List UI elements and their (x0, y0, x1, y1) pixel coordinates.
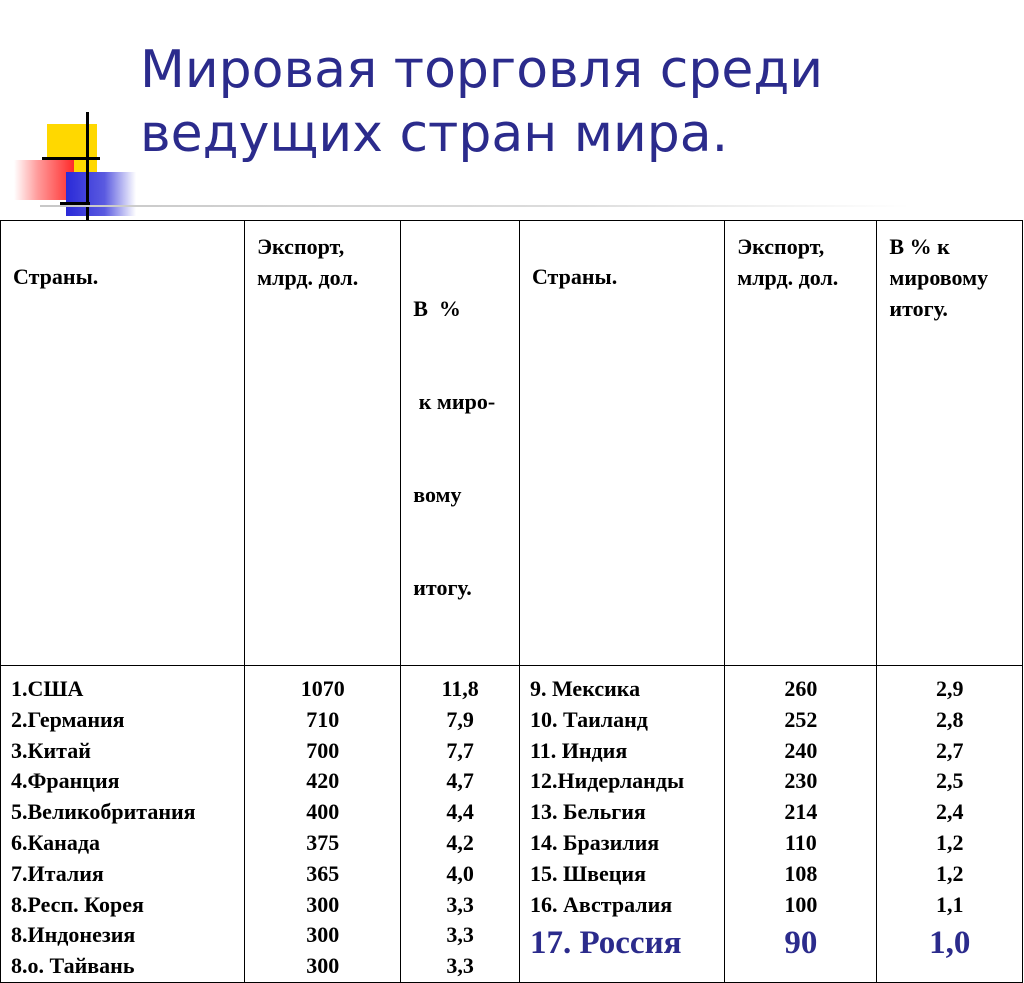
list-item-percent: 4,7 (446, 768, 474, 794)
list-item-percent: 4,4 (446, 799, 474, 825)
list-item-export: 252 (784, 706, 818, 732)
list-item-percent: 3,3 (446, 891, 474, 917)
list-item-export: 300 (306, 891, 340, 917)
list-item-export: 300 (306, 953, 340, 979)
list-item-export: 214 (784, 799, 818, 825)
list-item-export: 260 (784, 676, 818, 701)
header-export-left (245, 221, 401, 666)
header-export-right-line2: млрд. дол. (737, 265, 839, 290)
column-export-right (725, 666, 877, 983)
header-export-right-line1: Экспорт, (737, 234, 825, 259)
header-percent-right (877, 221, 1023, 666)
list-item-percent: 2,8 (935, 706, 964, 732)
list-item-country: 6.Канада (11, 829, 100, 855)
list-item-country: 1.США (11, 676, 84, 701)
list-item-export: 108 (784, 860, 818, 886)
list-item-export: 700 (306, 737, 340, 763)
decor-red-square (14, 160, 74, 200)
list-item-export: 420 (306, 768, 340, 794)
header-percent-right-line1: В % к (889, 234, 950, 259)
column-countries-left (1, 666, 245, 983)
list-item-percent: 11,8 (441, 676, 479, 701)
header-percent-right-line3: итогу. (889, 296, 948, 321)
list-item-country: 2.Германия (11, 706, 125, 732)
table-body-row (1, 666, 1023, 983)
decor-horizontal-line (42, 157, 100, 160)
list-item-country: 15. Швеция (529, 860, 647, 886)
list-item-export: 100 (784, 891, 818, 917)
list-item-percent: 7,7 (446, 737, 474, 763)
list-item-export: 710 (306, 706, 340, 732)
list-item-country: 9. Мексика (529, 676, 641, 701)
list-item-country: 8.о. Тайвань (11, 953, 135, 979)
list-item-country: 13. Бельгия (529, 799, 646, 825)
column-percent-left (401, 666, 520, 983)
list-item-country: 3.Китай (11, 737, 91, 763)
list-item-country: 4.Франция (11, 768, 120, 794)
header-countries-left: Страны. (1, 221, 245, 666)
decor-blue-square (66, 172, 136, 216)
table-header-row (1, 221, 1023, 666)
list-item-percent: 1,2 (935, 860, 964, 886)
list-item-country: 8.Индонезия (11, 922, 136, 948)
header-percent-left-line1: В % (413, 296, 461, 321)
list-item-country-russia: 17. Россия (529, 925, 682, 962)
list-item-country: 10. Таиланд (529, 706, 648, 732)
list-item-percent: 4,2 (446, 829, 474, 855)
header-export-right (725, 221, 877, 666)
list-item-percent: 7,9 (446, 706, 474, 732)
list-item-percent-russia: 1,0 (929, 925, 971, 962)
list-item-percent: 2,5 (935, 768, 964, 794)
header-percent-left-line2: к миро- (413, 389, 496, 414)
list-item-export-russia: 90 (784, 925, 818, 962)
list-item-percent: 2,7 (935, 737, 964, 763)
header-export-left-line2: млрд. дол. (257, 265, 359, 290)
header-percent-left-line3: вому (413, 482, 462, 507)
header-export-left-line1: Экспорт, (257, 234, 345, 259)
list-item-percent: 1,1 (935, 891, 964, 917)
list-item-country: 8.Респ. Корея (11, 891, 144, 917)
list-item-country: 12.Нидерланды (529, 768, 685, 794)
list-item-country: 14. Бразилия (529, 829, 660, 855)
list-item-export: 400 (306, 799, 340, 825)
column-percent-right (877, 666, 1023, 983)
list-item-percent: 4,0 (446, 860, 474, 886)
slide-title-line-1: Мировая торговля среди (140, 40, 824, 100)
list-item-country: 7.Италия (11, 860, 104, 886)
column-countries-right (519, 666, 724, 983)
slide-title (140, 38, 1000, 166)
list-item-export: 230 (784, 768, 818, 794)
list-item-percent: 2,4 (935, 799, 964, 825)
header-countries-right: Страны. (519, 221, 724, 666)
list-item-export: 240 (784, 737, 818, 763)
list-item-percent: 1,2 (935, 829, 964, 855)
slide-title-line-2: ведущих стран мира. (140, 104, 729, 164)
list-item-export: 110 (784, 829, 817, 855)
list-item-country: 11. Индия (529, 737, 628, 763)
list-item-export: 1070 (300, 676, 345, 701)
list-item-export: 365 (306, 860, 340, 886)
list-item-country: 16. Австралия (529, 891, 673, 917)
header-percent-left-line4: итогу. (413, 575, 472, 600)
list-item-percent: 2,9 (935, 676, 964, 701)
list-item-percent: 3,3 (446, 922, 474, 948)
list-item-export: 300 (306, 922, 340, 948)
list-item-country: 5.Великобритания (11, 799, 196, 825)
header-percent-left (401, 221, 520, 666)
list-item-export: 375 (306, 829, 340, 855)
header-percent-right-line2: мировому (889, 265, 989, 290)
title-underline (40, 205, 910, 207)
column-export-left (245, 666, 401, 983)
trade-table (0, 220, 1023, 983)
list-item-percent: 3,3 (446, 953, 474, 979)
